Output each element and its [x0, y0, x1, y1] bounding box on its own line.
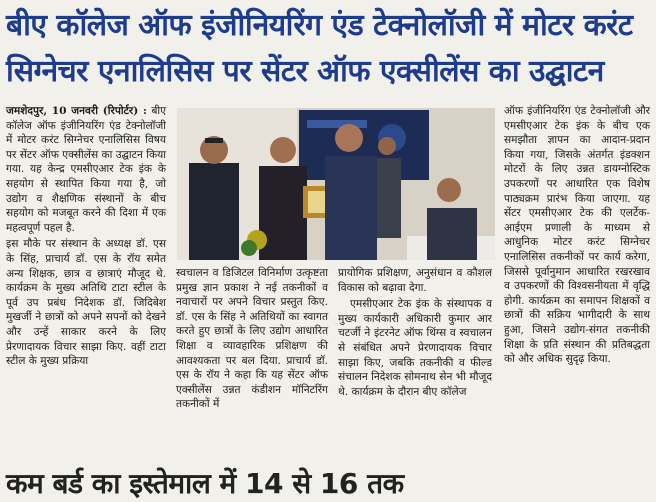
- headline-line-2: सिग्नेचर एनालिसिस पर सेंटर ऑफ एक्सीलेंस का उद्घाटन: [6, 54, 604, 89]
- article-paragraph: एमसीएआर टेक इंक के संस्थापक व मुख्य कार्यकारी अधिकारी कुमार आर चटर्जी ने इंटरनेट ऑफ थिंग्स व स्वचालन से संबंधित अपने प्रेरणादायक विचार साझा किए, जबकि तकनीकी व फील्ड संचालन निदेशक सोमनाथ सेन भी मौजूद थे. कार्यक्रम के दौरान बीए कॉलेज: [338, 298, 492, 398]
- dateline: जमशेदपुर, 10 जनवरी (रिपोर्टर) :: [6, 105, 147, 117]
- next-headline-text: कम बर्ड का इस्तेमाल में 14 से 16 तक: [6, 467, 404, 500]
- article-paragraph: इस मौके पर संस्थान के अध्यक्ष डॉ. एस के सिंह, प्राचार्य डॉ. एस के रॉय समेत अन्य शिक्षक, छात्र व छात्राएं मौजूद थे. कार्यक्रम के मुख्य अतिथि टाटा स्टील के पूर्व उप प्रबंध निदेशक डॉ. जिदिबेश मुखर्जी ने छात्रों को अपने सपनों को देखने और उन्हें साकार करने के लिए प्रेरणादायक विचार साझा किए. वहीं टाटा स्टील के मुख्य प्रक्रिया: [6, 238, 166, 368]
- photo-illustration: [177, 108, 495, 260]
- article-text: बीए कॉलेज ऑफ इंजीनियरिंग एंड टेक्नोलॉजी में मोटर करंट सिग्नेचर एनालिसिस विषय पर सेंटर ऑफ एक्सीलेंस का उद्घाटन किया गया. यह केन्द्र एमसीएआर टेक इंक के सहयोग से स्थापित किया गया है, जो उद्योग व शैक्षणिक संस्थानों के बीच सहयोग को मजबूत करने की दिशा में एक महत्वपूर्ण पहल है.: [6, 105, 166, 234]
- article-column-2: [176, 266, 328, 454]
- article-column-1: [6, 104, 166, 454]
- article-column-3: [338, 266, 492, 454]
- next-article-headline: [0, 458, 656, 500]
- news-photo: [177, 108, 495, 260]
- article-paragraph: [6, 104, 166, 235]
- article-paragraph: स्वचालन व डिजिटल विनिर्माण उत्कृष्टता प्रमुख ज्ञान प्रकाश ने नई तकनीकों व नवाचारों पर अपने विचार प्रस्तुत किए. डॉ. एस के सिंह ने अतिथियों का स्वागत करते हुए छात्रों के लिए उद्योग आधारित शिक्षा व व्यावहारिक प्रशिक्षण की आवश्यकता पर बल दिया. प्राचार्य डॉ. एस के रॉय ने कहा कि यह सेंटर ऑफ एक्सीलेंस उन्नत कंडीशन मॉनिटरिंग तकनीकों में: [176, 267, 328, 411]
- article-paragraph: ऑफ इंजीनियरिंग एंड टेक्नोलॉजी और एमसीएआर टेक इंक के बीच एक समझौता ज्ञापन का आदान-प्रदान किया गया, जिसके अंतर्गत इंडक्शन मोटरों के लिए उन्नत डायग्नोस्टिक उपकरणों पर आधारित एक विशेष पाठ्यक्रम प्रारंभ किया जाएगा. यह सेंटर एमसीएआर टेक की एलर्टेक-आईएम प्रणाली के माध्यम से आधुनिक मोटर करंट सिग्नेचर एनालिसिस तकनीकों पर कार्य करेगा, जिससे पूर्वानुमान आधारित रखरखाव व उपकरणों की विश्वसनीयता में वृद्धि होगी. कार्यक्रम का समापन शिक्षकों व छात्रों की सक्रिय भागीदारी के साथ हुआ, जिसने उद्योग-संगत तकनीकी शिक्षा के प्रति संस्थान की प्रतिबद्धता को और अधिक सुदृढ़ किया.: [504, 105, 650, 366]
- article-paragraph: प्रायोगिक प्रशिक्षण, अनुसंधान व कौशल विकास को बढ़ावा देगा.: [338, 267, 492, 294]
- headline-line-1: बीए कॉलेज ऑफ इंजीनियरिंग एंड टेक्नोलॉजी में मोटर करंट: [6, 8, 633, 43]
- article-column-4: [504, 104, 650, 454]
